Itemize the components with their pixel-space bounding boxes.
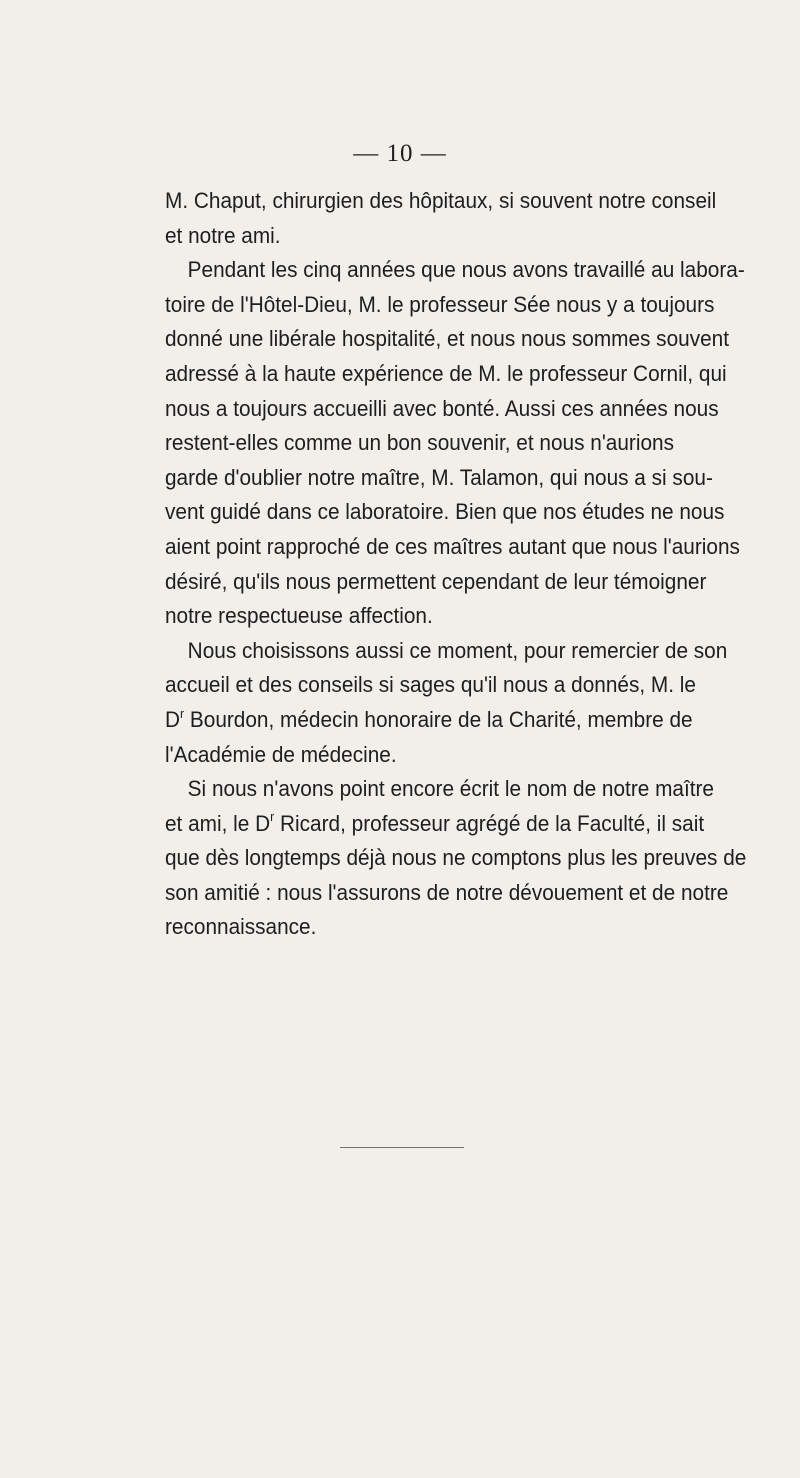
text-line: Nous choisissons aussi ce moment, pour remercier de son bbox=[187, 637, 728, 663]
text-fragment: et ami, le D bbox=[165, 810, 271, 836]
text-line: Pendant les cinq années que nous avons travaillé au labora- bbox=[187, 257, 745, 283]
text-line: vent guidé dans ce laboratoire. Bien que nos études ne nous bbox=[165, 499, 725, 525]
text-line: adressé à la haute expérience de M. le professeur Cornil, qui bbox=[165, 360, 727, 386]
text-line: notre respectueuse affection. bbox=[165, 603, 433, 629]
text-line bbox=[165, 807, 779, 842]
text-line: et notre ami. bbox=[165, 222, 281, 248]
text-fragment: Ricard, professeur agrégé de la Faculté, il sait bbox=[274, 810, 705, 836]
text-line: garde d'oublier notre maître, M. Talamon, qui nous a si sou- bbox=[165, 464, 713, 490]
text-line: reconnaissance. bbox=[165, 914, 317, 940]
text-fragment: Bourdon, médecin honoraire de la Charité, membre de bbox=[184, 706, 693, 732]
superscript: r bbox=[270, 809, 275, 825]
separator-rule bbox=[340, 1147, 464, 1148]
text-line bbox=[165, 703, 779, 738]
text-line: désiré, qu'ils nous permettent cependant de leur témoigner bbox=[165, 568, 707, 594]
text-line: restent-elles comme un bon souvenir, et nous n'aurions bbox=[165, 430, 675, 456]
page-number: — 10 — bbox=[353, 140, 447, 167]
text-line: Si nous n'avons point encore écrit le nom de notre maître bbox=[187, 776, 715, 802]
text-fragment: D bbox=[165, 706, 181, 732]
text-line: nous a toujours accueilli avec bonté. Aussi ces années nous bbox=[165, 395, 719, 421]
text-line: que dès longtemps déjà nous ne comptons plus les preuves de bbox=[165, 845, 747, 871]
text-line: son amitié : nous l'assurons de notre dévouement et de notre bbox=[165, 879, 729, 905]
text-line: aient point rapproché de ces maîtres autant que nous l'aurions bbox=[165, 533, 740, 559]
text-line: l'Académie de médecine. bbox=[165, 741, 397, 767]
text-line: M. Chaput, chirurgien des hôpitaux, si souvent notre conseil bbox=[165, 188, 717, 213]
text-line: donné une libérale hospitalité, et nous nous sommes souvent bbox=[165, 326, 730, 352]
text-line: accueil et des conseils si sages qu'il nous a donnés, M. le bbox=[165, 672, 696, 698]
body-text bbox=[165, 184, 779, 945]
text-line: toire de l'Hôtel-Dieu, M. le professeur Sée nous y a toujours bbox=[165, 291, 715, 317]
superscript: r bbox=[180, 705, 185, 721]
